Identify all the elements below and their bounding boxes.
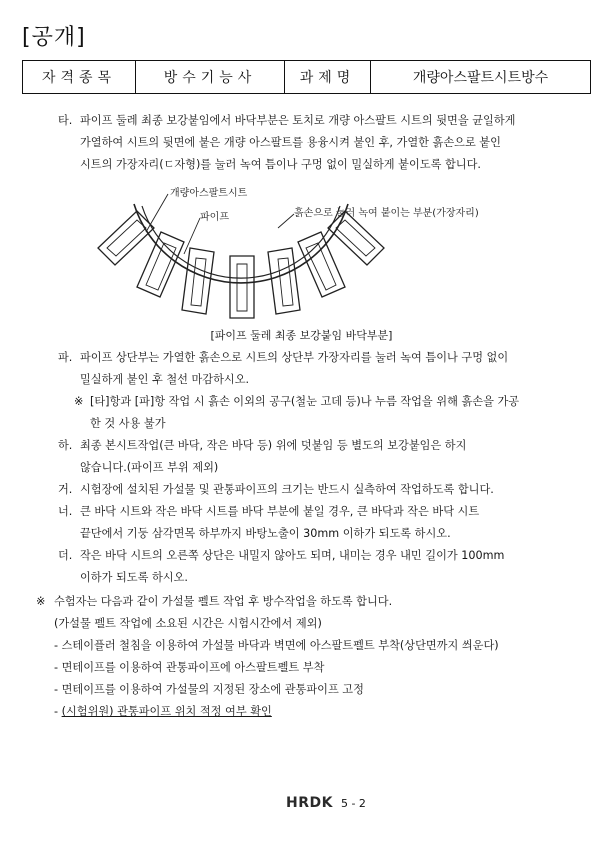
item-mark: 거.: [58, 483, 73, 496]
item-geo: [58, 479, 494, 501]
item-text: 큰 바닥 시트와 작은 바닥 시트를 바닥 부분에 붙일 경우, 큰 바닥과 작은 바닥 시트: [80, 505, 480, 518]
item-text: 시트의 가장자리(ㄷ자형)를 눌러 녹여 틈이나 구멍 없이 밀실하게 붙이도록 합니다.: [80, 158, 481, 171]
sheet-strip: [137, 232, 184, 297]
item-text: 끝단에서 기둥 삼각면목 하부까지 바탕노출이 30mm 이하가 되도록 하시오.: [80, 527, 451, 540]
item-neo: [58, 501, 479, 545]
item-text: 가열하여 시트의 뒷면에 붙은 개량 아스팔트를 용융시켜 붙인 후, 가열한 흙손으로 붙인: [80, 136, 501, 149]
item-ha: [58, 435, 466, 479]
item-pa: [58, 347, 508, 391]
item-mark: 너.: [58, 505, 73, 518]
item-mark: 하.: [58, 439, 73, 452]
page-number: 5 - 2: [340, 796, 366, 810]
item-mark: 더.: [58, 549, 73, 562]
sheet-strip: [328, 211, 384, 265]
item-text: 않습니다.(파이프 부위 제외): [80, 461, 219, 474]
sheet-strip: [230, 256, 254, 318]
label-edge: 흙손으로 눌러 녹여 붙이는 부분(가장자리): [294, 208, 479, 219]
item-deo: [58, 545, 504, 589]
page-footer: [286, 795, 366, 811]
value-qualification: 방수기능사: [136, 61, 285, 94]
note-tools: [74, 391, 519, 435]
item-text: 시험장에 설치된 가설물 및 관통파이프의 크기는 반드시 실측하여 작업하도록 합니다.: [80, 483, 494, 496]
leader-edge: [278, 214, 294, 228]
sheet-strip: [298, 232, 345, 297]
note-felt-work: [36, 591, 499, 723]
leader-sheet: [146, 194, 168, 232]
note-mark: ※: [74, 395, 84, 408]
sheet-strips: [98, 211, 384, 318]
note-mark: ※: [36, 595, 46, 608]
pipe-bottom-reinforcement-diagram: [90, 182, 520, 322]
label-sheet: 개량아스팔트시트: [170, 188, 248, 199]
sheet-strip: [268, 248, 300, 314]
item-mark: 파.: [58, 351, 73, 364]
sheet-strip: [98, 211, 154, 265]
page-tag: [공개]: [22, 25, 86, 50]
diagram-caption: [파이프 둘레 최종 보강붙임 바닥부분]: [210, 329, 393, 342]
note-text: 한 것 사용 불가: [90, 417, 166, 430]
item-ta: [58, 110, 515, 176]
note-text: [타]항과 [파]항 작업 시 흙손 이외의 공구(철눈 고데 등)나 누름 작업을 위해 흙손을 가공: [90, 395, 520, 408]
label-qualification: 자격종목: [23, 61, 136, 94]
note-bullet: - (시험위원) 관통파이프 위치 적정 여부 확인: [54, 705, 272, 718]
note-title: 수험자는 다음과 같이 가설물 펠트 작업 후 방수작업을 하도록 합니다.: [54, 595, 393, 608]
item-text: 밀실하게 붙인 후 철선 마감하시오.: [80, 373, 250, 386]
item-text: 작은 바닥 시트의 오른쪽 상단은 내밀지 않아도 되며, 내미는 경우 내민 길이가 100mm: [80, 549, 505, 562]
note-bullet: - 면테이프를 이용하여 가설물의 지정된 장소에 관통파이프 고정: [54, 683, 364, 696]
note-bullet-underlined: (시험위원) 관통파이프 위치 적정 여부 확인: [61, 705, 272, 718]
item-text: 최종 본시트작업(큰 바닥, 작은 바닥 등) 위에 덧붙임 등 별도의 보강붙임은 하지: [80, 439, 467, 452]
label-task: 과제명: [285, 61, 371, 94]
item-mark: 타.: [58, 114, 73, 127]
hrdk-logo: HRDK: [286, 795, 333, 811]
note-bullet: - 면테이프를 이용하여 관통파이프에 아스팔트펠트 부착: [54, 661, 325, 674]
item-text: 파이프 둘레 최종 보강붙임에서 바닥부분은 토치로 개량 아스팔트 시트의 뒷면을 균일하게: [80, 114, 516, 127]
note-sub: (가설물 펠트 작업에 소요된 시간은 시험시간에서 제외): [54, 617, 322, 630]
item-text: 파이프 상단부는 가열한 흙손으로 시트의 상단부 가장자리를 눌러 녹여 틈이나 구멍 없이: [80, 351, 509, 364]
item-text: 이하가 되도록 하시오.: [80, 571, 188, 584]
value-task: 개량아스팔트시트방수: [371, 61, 591, 94]
info-table: [22, 60, 591, 94]
label-pipe: 파이프: [200, 212, 229, 223]
note-bullet: - 스테이플러 철침을 이용하여 가설물 바닥과 벽면에 아스팔트펠트 부착(상단면까지 씌운다): [54, 639, 499, 652]
